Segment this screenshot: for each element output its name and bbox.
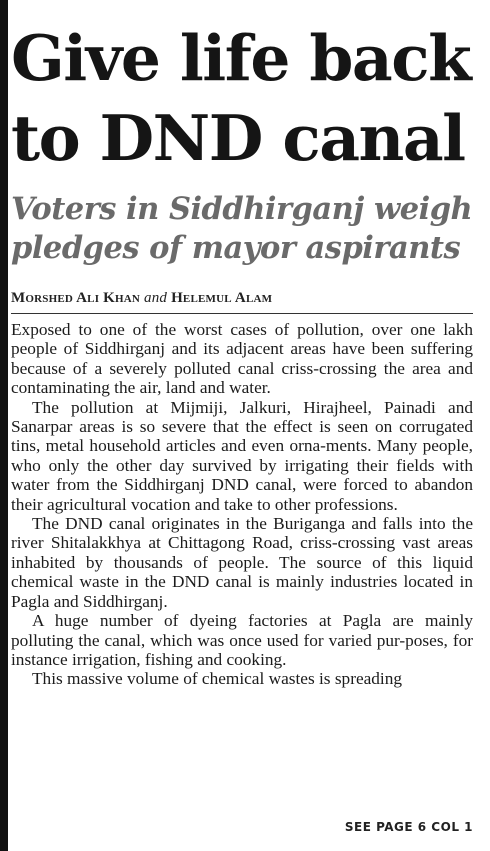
paragraph: The DND canal originates in the Buriganga and falls into the river Shitalakkhya at Chittagong Road, criss-crossing vast areas inhabited by thousands of people. The source of this liquid chemical waste in the DND canal is mainly industries located in Pagla and Siddhirganj. <box>11 514 473 611</box>
paragraph: The pollution at Mijmiji, Jalkuri, Hirajheel, Painadi and Sanarpar areas is so severe that the effect is seen on corrugated tins, metal household articles and even orna-ments. Many people, who only the other day survived by irrigating their fields with water from the Siddhirganj DND canal, were forced to abandon their agricultural vocation and take to other professions. <box>11 397 473 514</box>
paragraph: Exposed to one of the worst cases of pollution, over one lakh people of Siddhirganj and its adjacent areas have been suffering because of a severely polluted canal criss-crossing the area and contaminating the air, land and water. <box>11 320 473 398</box>
byline <box>11 290 473 307</box>
continued-on-page-link[interactable]: SEE PAGE 6 COL 1 <box>344 820 473 834</box>
byline-divider <box>11 313 473 314</box>
byline-conjunction: and <box>144 290 168 306</box>
author-name: Morshed Ali Khan <box>11 290 141 306</box>
column-rule <box>0 0 8 851</box>
paragraph: A huge number of dyeing factories at Pagla are mainly polluting the canal, which was once used for varied pur-poses, for instance irrigation, fishing and cooking. <box>11 611 473 669</box>
paragraph: This massive volume of chemical wastes is spreading <box>32 669 403 689</box>
author-name: Helemul Alam <box>171 290 273 306</box>
article-body <box>11 320 473 689</box>
subheadline: Voters in Siddhirganj weigh pledges of mayor aspirants <box>11 191 473 266</box>
headline: Give life back to DND canal <box>11 21 471 175</box>
